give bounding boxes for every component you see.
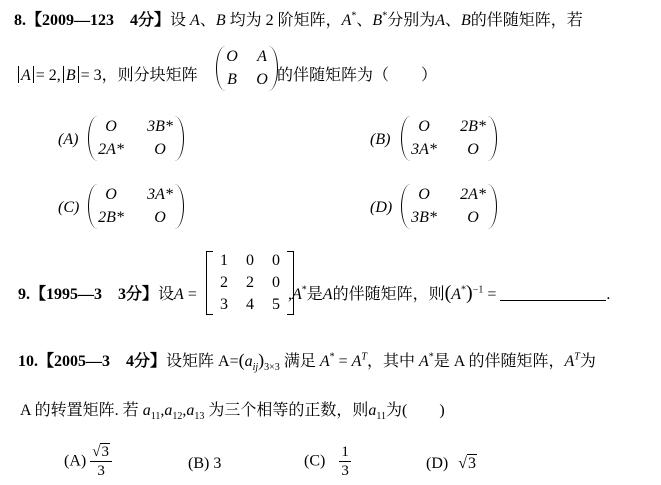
q9-suffix: ,A*是A的伴随矩阵，则$(A^*)^{-1}$ = . <box>288 282 611 304</box>
q8-option-d-matrix: O 2A* 3B* O <box>401 184 497 229</box>
q8-option-b-label: (B) <box>370 131 391 148</box>
q8-option-b-matrix: O 2B* 3A* O <box>401 116 497 161</box>
q8-line2: A = 2, B = 3，则分块矩阵 <box>16 62 198 85</box>
q10-source: 【2005—3 4分】 <box>38 353 167 370</box>
q8-line2-end: 的伴随矩阵为（ ） <box>277 67 438 84</box>
q10-number: 10. <box>18 353 38 370</box>
q10-option-b: (B) 3 <box>188 455 222 472</box>
q9-matrix: 1 0 0 2 2 0 3 4 5 <box>206 251 294 315</box>
q10-option-c: (C) $\frac{1}{3}$ <box>304 444 349 479</box>
q10-option-d: (D) √3 <box>426 455 476 472</box>
q8-option-c-label: (C) <box>58 199 80 216</box>
q9-prefix: 9.【1995—3 3分】设A = <box>18 286 197 303</box>
q8-option-c-matrix: O 3A* 2B* O <box>88 184 184 229</box>
q9-source: 【1995—3 3分】 <box>30 286 159 303</box>
q10-option-a: (A) $\frac{√3}{3}$ <box>64 443 112 480</box>
q10-line2: A 的转置矩阵. 若 $a_{11},a_{12},a_{13}$ 为三个相等的正数，则$a_{11}$为( ) <box>20 402 445 423</box>
q8-source: 【2009—123 4分】 <box>26 12 171 29</box>
q8-option-a-matrix: O 3B* 2A* O <box>88 116 184 161</box>
q8-block-matrix: O A B O <box>216 46 278 91</box>
q8-option-a-label: (A) <box>58 131 79 148</box>
q9-number: 9. <box>18 286 30 303</box>
q9-answer-blank <box>500 286 606 301</box>
q8-option-d-label: (D) <box>370 199 393 216</box>
q8-number: 8. <box>14 12 26 29</box>
q10-line1: 10.【2005—3 4分】设矩阵 $A=(a_{ij})_{3\times 3}$ 满足 $A^* = A^T$，其中 A*是 A 的伴随矩阵，$A^T$为 <box>18 350 596 374</box>
q8-line1: 8.【2009—123 4分】设 A、B 均为 2 阶矩阵，A*、B*分别为A、B的伴随矩阵，若 <box>14 10 583 29</box>
